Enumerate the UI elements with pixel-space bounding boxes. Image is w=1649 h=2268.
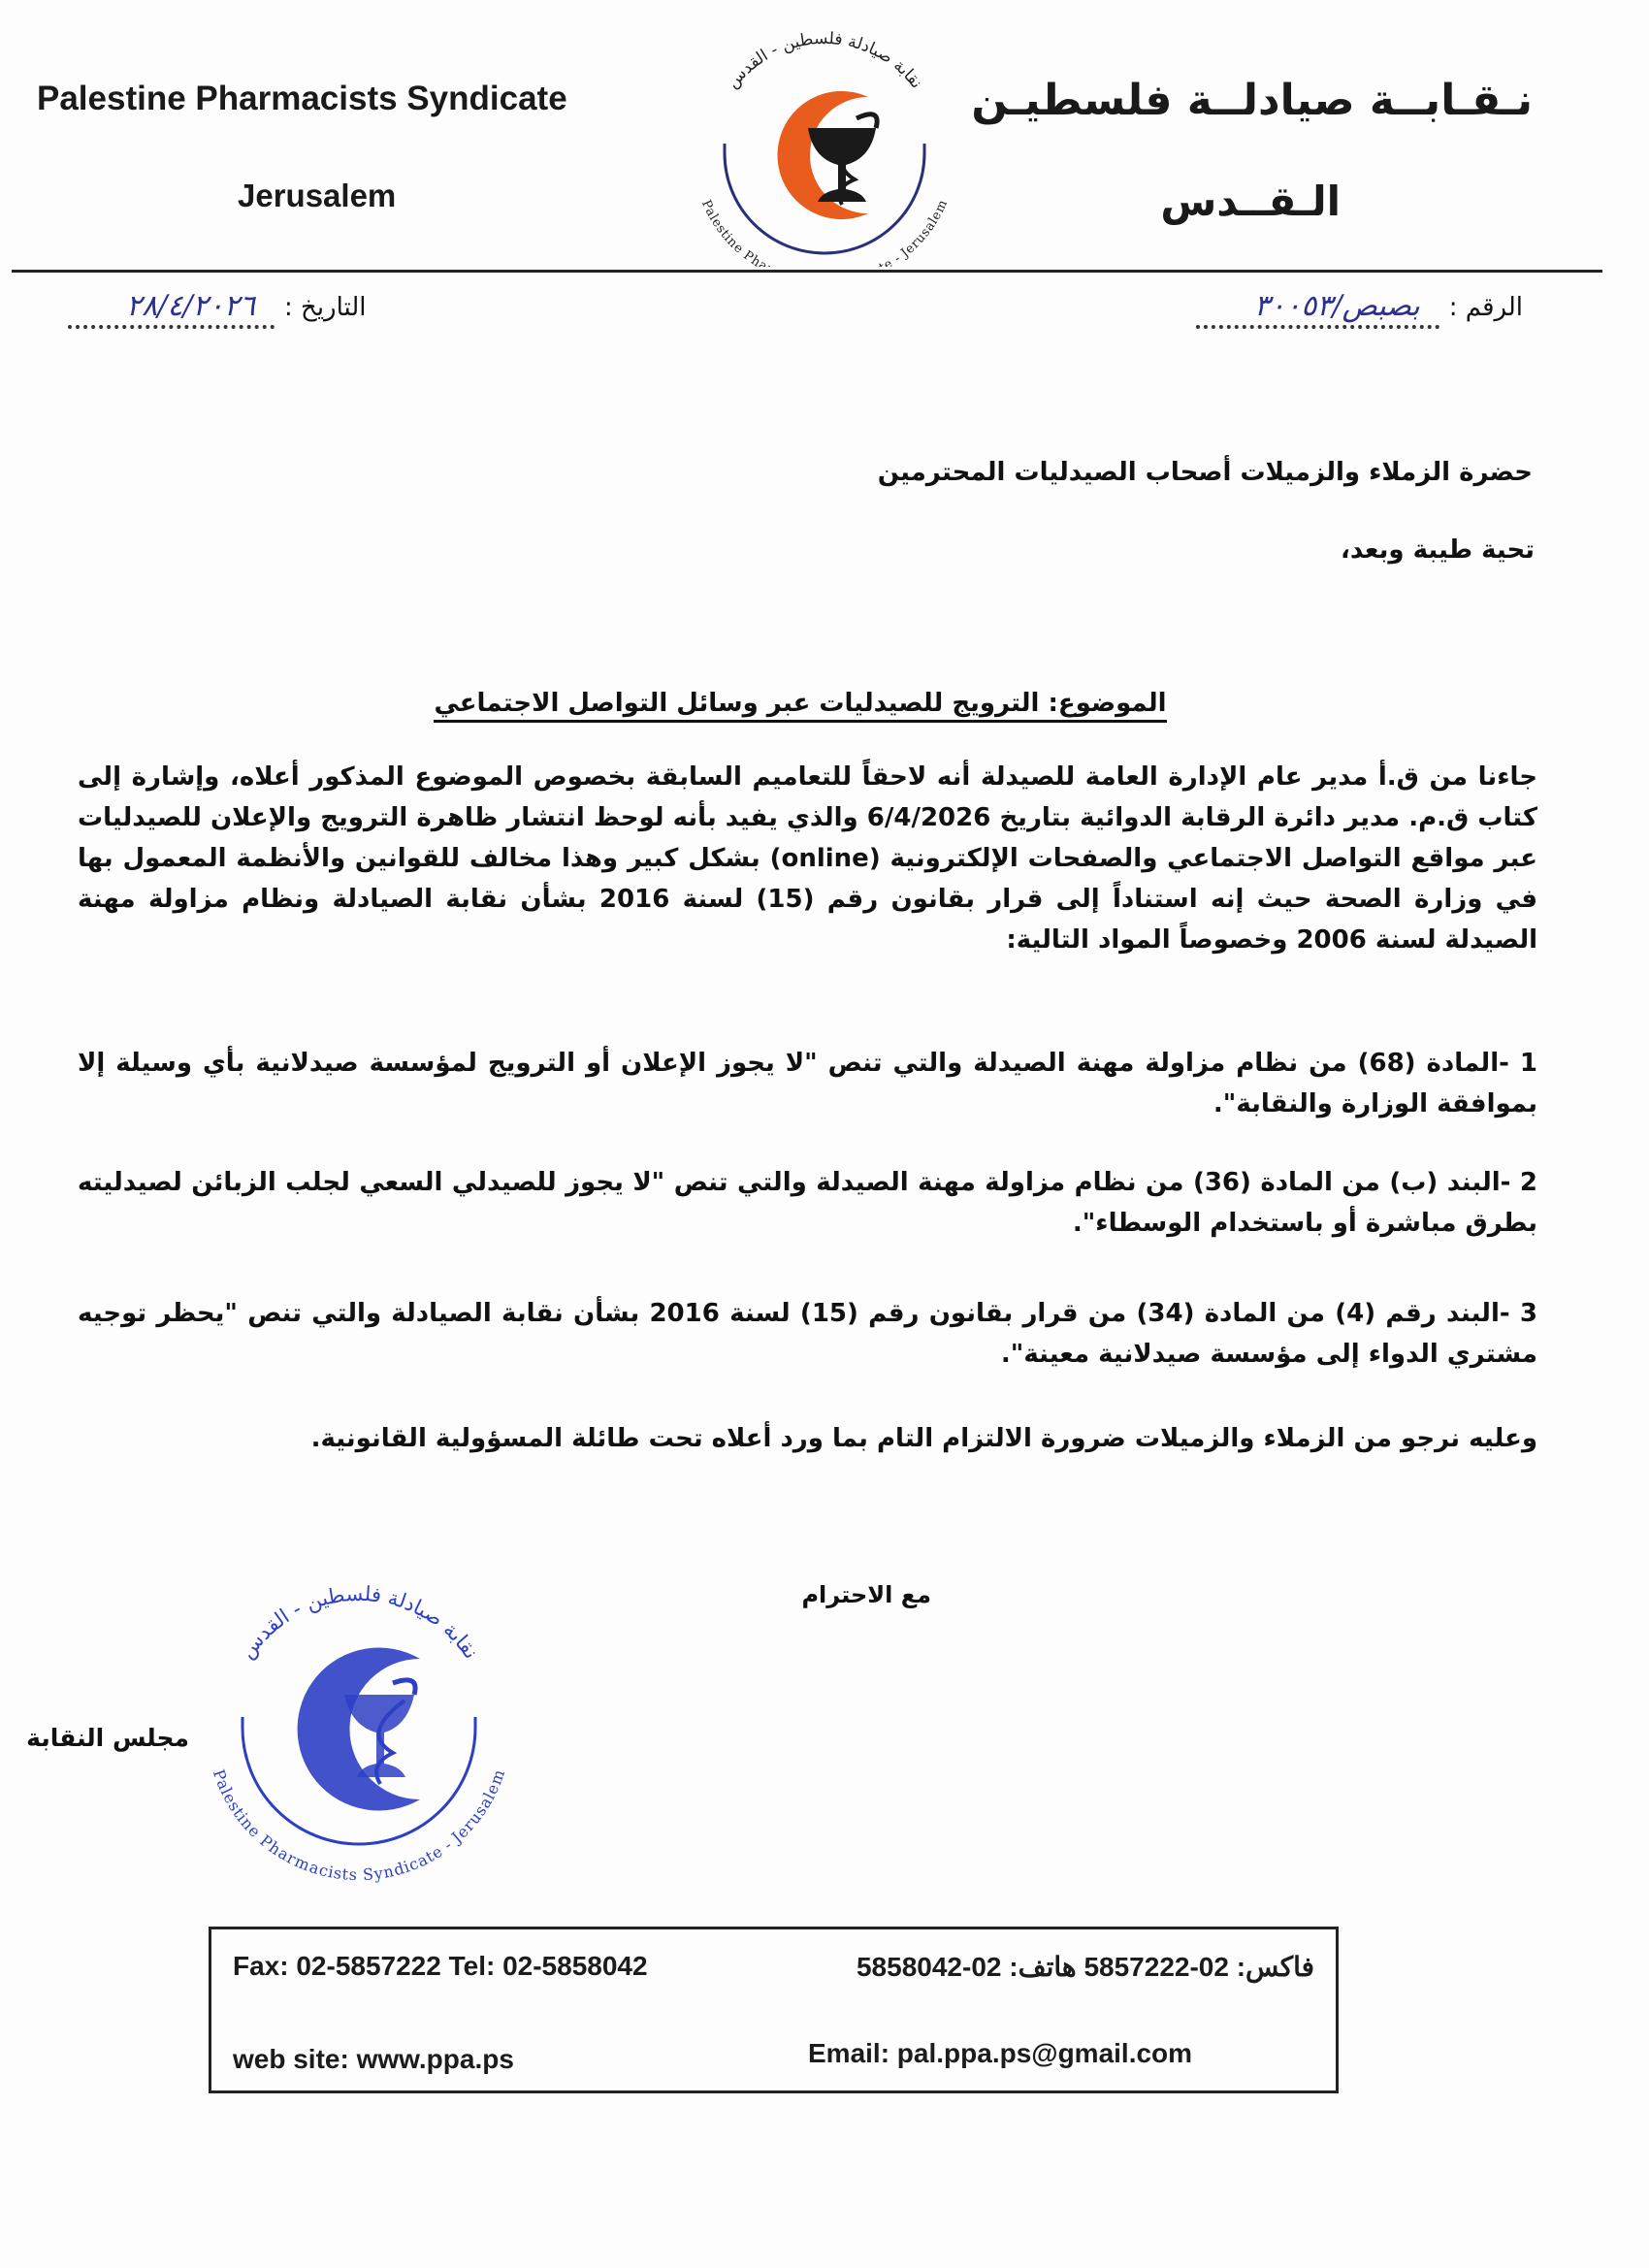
syndicate-logo	[684, 29, 965, 267]
org-name-ar: نـقـابــة صيادلــة فلسطيـن	[971, 76, 1533, 125]
reference-number-value: بصبص/٣٠٠٥٣	[1196, 289, 1439, 329]
logo-text-ar: نقابة صيادلة فلسطين - القدس	[723, 29, 926, 93]
article-item	[78, 1043, 1537, 1124]
header-divider	[12, 270, 1602, 273]
item-text: -البند (ب) من المادة (36) من نظام مزاولة مهنة الصيدلة والتي تنص "لا يجوز للصيدلي السعي لجلب الزبائن لصيدليته بطرق مباشرة أو باستخدام الوسطاء".	[78, 1168, 1537, 1238]
svg-text:نقابة صيادلة فلسطين - القدس	[723, 29, 925, 92]
reference-date-label: التاريخ :	[284, 293, 367, 322]
subject-text: الموضوع: الترويج للصيدليات عبر وسائل التواصل الاجتماعي	[434, 689, 1166, 723]
logo-text-en: Palestine Pha e - Jerusalem	[697, 198, 951, 267]
regards: مع الاحترام	[801, 1581, 931, 1608]
reference-number-label: الرقم :	[1448, 293, 1523, 322]
item-number: 1	[1519, 1049, 1537, 1078]
intro-paragraph: جاءنا من ق.أ مدير عام الإدارة العامة للصيدلة أنه لاحقاً للتعاميم السابقة بخصوص الموضوع المذكور أعلاه، وإشارة إلى كتاب ق.م. مدير دائرة الرقابة الدوائية بتاريخ 6/4/2026 والذي يفيد بأنه لوحظ انتشار ظاهرة الترويج والإعلان للصيدليات عبر مواقع التواصل الاجتماعي والصفحات الإلكترونية (online) بشكل كبير وهذا مخالف للقوانين والأنظمة المعمول بها في وزارة الصحة حيث إنه استناداً إلى قرار بقانون رقم (15) لسنة 2016 بشأن نقابة الصيادلة ونظام مزاولة مهنة الصيدلة لسنة 2006 وخصوصاً المواد التالية:	[78, 762, 1537, 955]
item-number: 2	[1519, 1168, 1537, 1197]
org-name-en: Palestine Pharmacists Syndicate	[37, 80, 567, 117]
signatory: مجلس النقابة	[26, 1724, 189, 1752]
item-text: -البند رقم (4) من المادة (34) من قرار بقانون رقم (15) لسنة 2016 بشأن نقابة الصيادلة والتي تنص "يحظر توجيه مشتري الدواء إلى مؤسسة صيدلانية معينة".	[78, 1299, 1537, 1369]
footer-website[interactable]: web site: www.ppa.ps	[233, 2044, 514, 2074]
footer-phones-ar: فاكس: 02-5857222 هاتف: 02-5858042	[856, 1952, 1314, 1982]
contact-footer	[209, 1927, 1339, 2093]
article-item	[78, 1293, 1537, 1375]
reference-date-value: ٢٨/٤/٢٠٢٦	[68, 289, 275, 329]
reference-number	[1196, 289, 1523, 329]
salutation: حضرة الزملاء والزميلات أصحاب الصيدليات المحترمين	[877, 458, 1533, 487]
item-text: -المادة (68) من نظام مزاولة مهنة الصيدلة والتي تنص "لا يجوز الإعلان أو الترويج لمؤسسة صيدلانية بأي وسيلة إلا بموافقة الوزارة والنقابة".	[78, 1049, 1537, 1118]
footer-phones-en: Fax: 02-5857222 Tel: 02-5858042	[233, 1951, 648, 1981]
closing-paragraph: وعليه نرجو من الزملاء والزميلات ضرورة الالتزام التام بما ورد أعلاه تحت طائلة المسؤولية القانونية.	[310, 1424, 1537, 1453]
item-number: 3	[1519, 1299, 1537, 1328]
reference-date	[68, 289, 367, 329]
subject-line	[369, 689, 1232, 718]
article-item	[78, 1162, 1537, 1244]
syndicate-stamp	[199, 1567, 519, 1887]
city-en: Jerusalem	[238, 178, 397, 213]
stamp-text-ar: نقابة صيادلة فلسطين - القدس	[235, 1581, 483, 1664]
city-ar: الـقــدس	[1160, 178, 1341, 225]
stamp-text-en: Palestine Pharmacists Syndicate - Jerusalem	[209, 1766, 509, 1885]
greeting: تحية طيبة وبعد،	[1341, 535, 1535, 565]
stamp-crescent-icon	[298, 1648, 420, 1811]
footer-email[interactable]: Email: pal.ppa.ps@gmail.com	[808, 2038, 1193, 2068]
